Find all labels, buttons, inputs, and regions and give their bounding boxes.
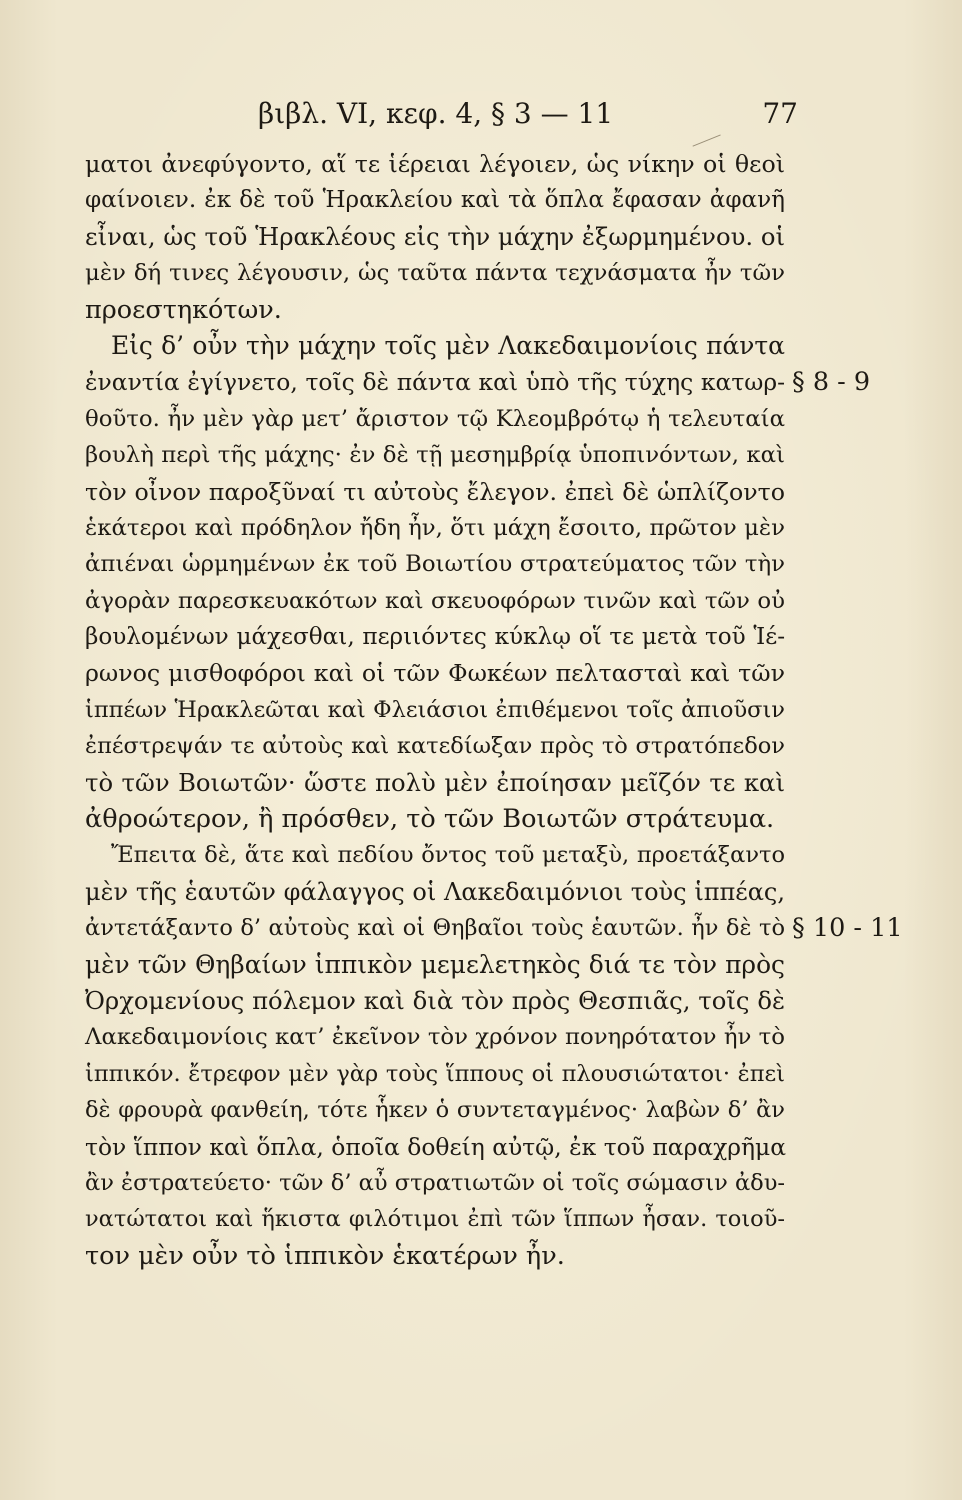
- text-line: ἱππέων Ἡρακλεῶται καὶ Φλειάσιοι ἐπιθέμενοι τοῖς ἀπιοῦσιν: [85, 696, 785, 723]
- text-line: βουλὴ περὶ τῆς μάχης· ἐν δὲ τῇ μεσημβρίᾳ ὑποπινόντων, καὶ: [85, 442, 785, 469]
- text-line: μὲν τῶν Θηβαίων ἱππικὸν μεμελετηκὸς διά τε τὸν πρὸς: [85, 949, 785, 979]
- text-line: ἑκάτεροι καὶ πρόδηλον ἤδη ἦν, ὅτι μάχη ἔσοιτο, πρῶτον μὲν: [85, 514, 785, 541]
- text-line: ἀγορὰν παρεσκευακότων καὶ σκευοφόρων τινῶν καὶ τῶν οὐ: [85, 587, 785, 614]
- text-line: μὲν δή τινες λέγουσιν, ὡς ταῦτα πάντα τεχνάσματα ἦν τῶν: [85, 260, 785, 287]
- text-line: εἶναι, ὡς τοῦ Ἡρακλέους εἰς τὴν μάχην ἐξωρμημένου. οἱ: [85, 221, 785, 251]
- text-line: δὲ φρουρὰ φανθείη, τότε ἧκεν ὁ συντεταγμένος· λαβὼν δ’ ἂν: [85, 1097, 785, 1124]
- text-line: ἐπέστρεψάν τε αὐτοὺς καὶ κατεδίωξαν πρὸς τὸ στρατόπεδον: [85, 733, 785, 760]
- page-number: 77: [762, 97, 798, 130]
- text-line: ἱππικόν. ἔτρεφον μὲν γὰρ τοὺς ἵππους οἱ πλουσιώτατοι· ἐπεὶ: [85, 1060, 785, 1087]
- text-line: ἐναντία ἐγίγνετο, τοῖς δὲ πάντα καὶ ὑπὸ τῆς τύχης κατωρ-: [85, 368, 785, 397]
- text-line: νατώτατοι καὶ ἥκιστα φιλότιμοι ἐπὶ τῶν ἵππων ἦσαν. τοιοῦ-: [85, 1206, 785, 1233]
- text-line: τὸ τῶν Βοιωτῶν· ὥστε πολὺ μὲν ἐποίησαν μεῖζόν τε καὶ: [85, 767, 785, 797]
- text-line: ἂν ἐστρατεύετο· τῶν δ’ αὖ στρατιωτῶν οἱ τοῖς σώμασιν ἀδυ-: [85, 1169, 785, 1196]
- text-line: προεστηκότων.: [85, 294, 282, 325]
- text-line: ἀθροώτερον, ἢ πρόσθεν, τὸ τῶν Βοιωτῶν στράτευμα.: [85, 804, 775, 835]
- text-line: Λακεδαιμονίοις κατ’ ἐκεῖνον τὸν χρόνον πονηρότατον ἦν τὸ: [85, 1024, 785, 1051]
- text-line: ρωνος μισθοφόροι καὶ οἱ τῶν Φωκέων πελτασταὶ καὶ τῶν: [85, 659, 785, 688]
- text-line: φαίνοιεν. ἐκ δὲ τοῦ Ἡρακλείου καὶ τὰ ὅπλα ἔφασαν ἀφανῆ: [85, 187, 785, 214]
- text-line: Εἰς δ’ οὖν τὴν μάχην τοῖς μὲν Λακεδαιμονίοις πάντα: [111, 330, 785, 360]
- text-line: θοῦτο. ἦν μὲν γὰρ μετ’ ἄριστον τῷ Κλεομβρότῳ ἡ τελευταία: [85, 405, 785, 432]
- running-title: βιβλ. VI, κεφ. 4, § 3 — 11: [258, 97, 614, 130]
- margin-section-note: § 10 - 11: [792, 913, 903, 943]
- text-line: Ὀρχομενίους πόλεμον καὶ διὰ τὸν πρὸς Θεσπιᾶς, τοῖς δὲ: [85, 985, 785, 1015]
- body-text: [85, 146, 785, 1274]
- page-header: [258, 94, 798, 134]
- text-line: μὲν τῆς ἑαυτῶν φάλαγγος οἱ Λακεδαιμόνιοι τοὺς ἱππέας,: [85, 877, 785, 906]
- text-line: ματοι ἀνεφύγοντο, αἵ τε ἱέρειαι λέγοιεν, ὡς νίκην οἱ θεοὶ: [85, 150, 785, 178]
- text-line: τον μὲν οὖν τὸ ἱππικὸν ἑκατέρων ἦν.: [85, 1240, 565, 1271]
- text-line: τὸν ἵππον καὶ ὅπλα, ὁποῖα δοθείη αὐτῷ, ἐκ τοῦ παραχρῆμα: [85, 1132, 787, 1161]
- text-line: βουλομένων μάχεσθαι, περιιόντες κύκλῳ οἵ τε μετὰ τοῦ Ἱέ-: [85, 624, 785, 651]
- margin-section-note: § 8 - 9: [792, 367, 871, 397]
- text-line: ἀπιέναι ὡρμημένων ἐκ τοῦ Βοιωτίου στρατεύματος τῶν τὴν: [85, 551, 785, 578]
- text-line: ἀντετάξαντο δ’ αὐτοὺς καὶ οἱ Θηβαῖοι τοὺς ἑαυτῶν. ἦν δὲ τὸ: [85, 915, 785, 942]
- text-line: τὸν οἶνον παροξῦναί τι αὐτοὺς ἔλεγον. ἐπεὶ δὲ ὡπλίζοντο: [85, 477, 785, 506]
- text-line: Ἔπειτα δὲ, ἅτε καὶ πεδίου ὄντος τοῦ μεταξὺ, προετάξαντο: [111, 842, 785, 869]
